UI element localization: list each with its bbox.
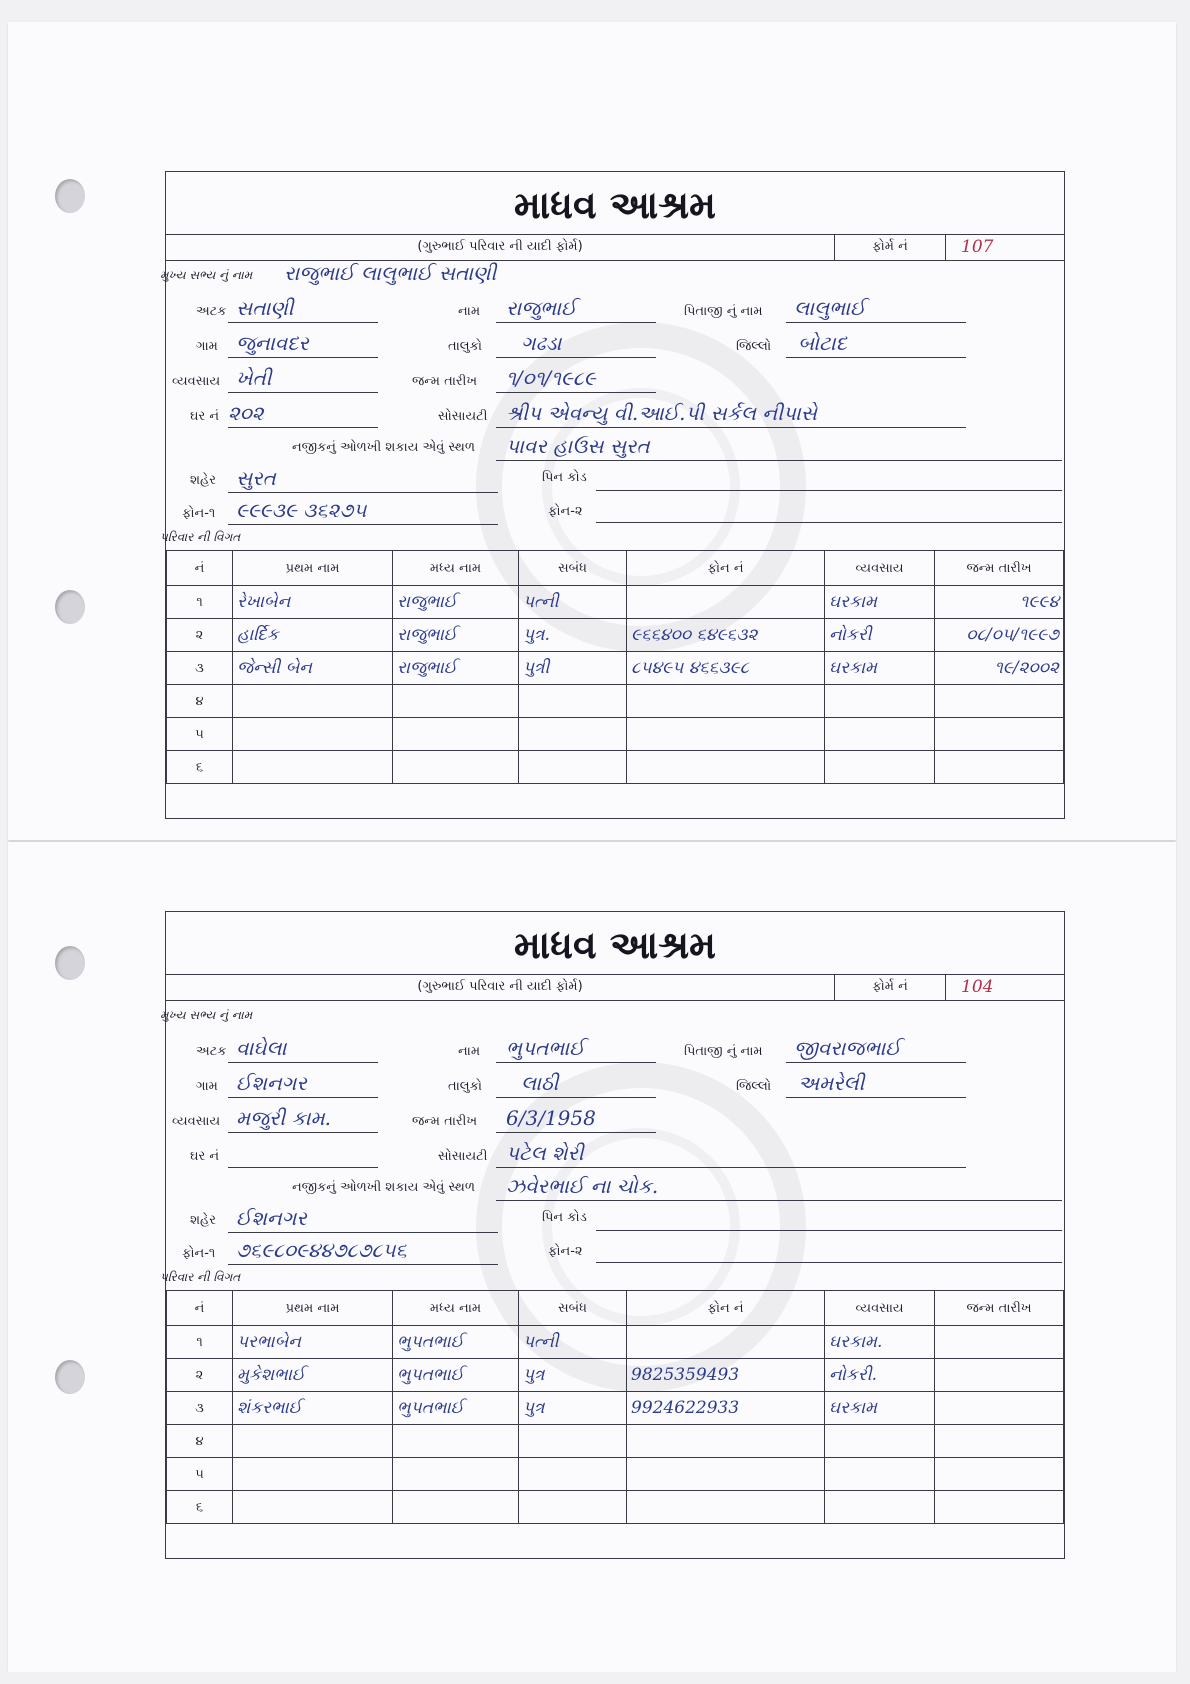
occupation-value[interactable]: ખેતી: [236, 366, 272, 390]
dob-cell[interactable]: [935, 1392, 1064, 1425]
dob-cell[interactable]: [935, 1491, 1064, 1524]
row-no: ૪: [167, 685, 233, 718]
family-table: [166, 550, 1064, 784]
paper-sheet-bottom: [8, 842, 1176, 1672]
society-label: સોસાયટી: [438, 409, 488, 424]
row-no: ૩: [167, 652, 233, 685]
middle-name-cell[interactable]: [393, 751, 519, 784]
row-no: ૫: [167, 1458, 233, 1491]
occupation-cell[interactable]: નોકરી: [825, 619, 935, 652]
taluka-label: તાલુકો: [448, 1079, 483, 1094]
middle-name-cell[interactable]: રાજુભાઈ: [393, 652, 519, 685]
head-label: મુખ્ય સભ્ય નું નામ: [160, 1008, 253, 1022]
house-value[interactable]: ૨૦૨: [228, 401, 264, 425]
occupation-cell[interactable]: ઘરકામ: [825, 586, 935, 619]
relation-cell[interactable]: [519, 751, 627, 784]
house-label: ઘર નં: [190, 409, 220, 424]
family-table: [166, 1290, 1064, 1524]
phone1-value[interactable]: ૯૯૯૩૯ ૩૬૨૭૫: [236, 498, 367, 522]
table-row: [167, 1326, 1064, 1359]
dob-label: જન્મ તારીખ: [412, 374, 478, 389]
first-name-cell[interactable]: [233, 685, 393, 718]
relation-cell[interactable]: પત્ની: [519, 586, 627, 619]
phone1-value[interactable]: ૭૬૯૮૦૯૪૪૭૮૭૮૫૬: [236, 1238, 407, 1262]
col-first-name: પ્રથમ નામ: [233, 551, 393, 586]
phone-cell[interactable]: 9825359493: [627, 1359, 825, 1392]
phone-cell[interactable]: ૯૬૬૪૦૦ ૬૪૯૬૩૨: [627, 619, 825, 652]
occupation-cell[interactable]: [825, 751, 935, 784]
occupation-value[interactable]: મજુરી કામ.: [236, 1106, 331, 1130]
phone2-label: ફોન-૨: [548, 504, 583, 519]
form-no[interactable]: 107: [961, 237, 994, 257]
table-row: [167, 652, 1064, 685]
phone-cell[interactable]: [627, 685, 825, 718]
head-name[interactable]: રાજુભાઈ લાલુભાઈ સતાણી: [284, 261, 497, 285]
relation-cell[interactable]: પુત્ર.: [519, 619, 627, 652]
form-title: માધવ આશ્રમ: [166, 916, 1064, 975]
col-phone: ફોન નં: [627, 1291, 825, 1326]
relation-cell[interactable]: [519, 1425, 627, 1458]
surname-label: અટક: [196, 1044, 227, 1059]
row-no: ૬: [167, 751, 233, 784]
form-title: માધવ આશ્રમ: [166, 176, 1064, 235]
dob-cell[interactable]: ૦૮/૦૫/૧૯૯૭: [935, 619, 1064, 652]
dob-cell[interactable]: [935, 1326, 1064, 1359]
house-label: ઘર નં: [190, 1149, 220, 1164]
col-occupation: વ્યવસાય: [825, 1291, 935, 1326]
form-subtitle-row: [166, 974, 1064, 1001]
col-relation: સબંધ: [519, 551, 627, 586]
col-middle-name: મધ્ય નામ: [393, 1291, 519, 1326]
occupation-cell[interactable]: ઘરકામ: [825, 652, 935, 685]
dob-label: જન્મ તારીખ: [412, 1114, 478, 1129]
form-subtitle: (ગુરુભાઈ પરિવાર ની યાદી ફોર્મ): [417, 239, 583, 254]
village-label: ગામ: [196, 339, 218, 354]
row-no: ૪: [167, 1425, 233, 1458]
middle-name-cell[interactable]: ભુપતભાઈ: [393, 1392, 519, 1425]
middle-name-cell[interactable]: [393, 685, 519, 718]
city-label: શહેર: [190, 473, 216, 488]
district-label: જિલ્લો: [736, 339, 772, 354]
table-row: [167, 586, 1064, 619]
family-label: પરિવાર ની વિગત: [160, 1270, 241, 1284]
dob-cell[interactable]: ૧૯૯૪: [935, 586, 1064, 619]
first-name-cell[interactable]: [233, 1458, 393, 1491]
phone-cell[interactable]: [627, 751, 825, 784]
head-label: મુખ્ય સભ્ય નું નામ: [160, 268, 253, 282]
occupation-cell[interactable]: ઘરકામ.: [825, 1326, 935, 1359]
punch-hole: [55, 179, 85, 213]
occupation-label: વ્યવસાય: [172, 1114, 221, 1129]
row-no: ૫: [167, 718, 233, 751]
society-label: સોસાયટી: [438, 1149, 488, 1164]
city-value[interactable]: ઈશનગર: [236, 1206, 307, 1230]
landmark-value[interactable]: ઝવેરભાઈ ના ચોક.: [506, 1174, 659, 1198]
dob-cell[interactable]: [935, 1359, 1064, 1392]
surname-value[interactable]: સતાણી: [236, 296, 294, 320]
father-value[interactable]: જીવરાજભાઈ: [794, 1036, 901, 1060]
paper-sheet-top: [8, 22, 1176, 840]
middle-name-cell[interactable]: [393, 1425, 519, 1458]
row-no: ૩: [167, 1392, 233, 1425]
row-no: ૨: [167, 619, 233, 652]
dob-value[interactable]: 6/3/1958: [506, 1106, 596, 1130]
table-row: [167, 751, 1064, 784]
society-value[interactable]: શ્રીપ એવન્યુ વી.આઈ.પી સર્કલ નીપાસે: [506, 401, 818, 425]
table-row: [167, 1359, 1064, 1392]
phone-cell[interactable]: [627, 1491, 825, 1524]
middle-name-cell[interactable]: [393, 1491, 519, 1524]
pin-label: પિન કોડ: [542, 470, 587, 485]
taluka-label: તાલુકો: [448, 339, 483, 354]
col-first-name: પ્રથમ નામ: [233, 1291, 393, 1326]
occupation-cell[interactable]: [825, 1458, 935, 1491]
row-no: ૨: [167, 1359, 233, 1392]
name-value[interactable]: રાજુભાઈ: [506, 296, 577, 320]
table-header-row: [167, 551, 1064, 586]
occupation-label: વ્યવસાય: [172, 374, 221, 389]
phone2-label: ફોન-૨: [548, 1244, 583, 1259]
occupation-cell[interactable]: [825, 718, 935, 751]
phone-cell[interactable]: ૮૫૪૯૫ ૪૬૬૩૯૮: [627, 652, 825, 685]
phone1-label: ફોન-૧: [182, 1246, 216, 1261]
family-label: પરિવાર ની વિગત: [160, 530, 241, 544]
table-header-row: [167, 1291, 1064, 1326]
form-no[interactable]: 104: [961, 977, 994, 997]
form-subtitle: (ગુરુભાઈ પરિવાર ની યાદી ફોર્મ): [417, 979, 583, 994]
relation-cell[interactable]: પુત્ર: [519, 1392, 627, 1425]
relation-cell[interactable]: [519, 1491, 627, 1524]
district-value[interactable]: બોટાદ: [798, 331, 847, 355]
table-row: [167, 718, 1064, 751]
city-value[interactable]: સુરત: [236, 466, 276, 490]
city-label: શહેર: [190, 1213, 216, 1228]
middle-name-cell[interactable]: ભુપતભાઈ: [393, 1326, 519, 1359]
surname-value[interactable]: વાઘેલા: [236, 1036, 287, 1060]
table-row: [167, 619, 1064, 652]
form-no-label: ફોર્મ નં: [834, 974, 946, 1000]
middle-name-cell[interactable]: [393, 1458, 519, 1491]
dob-cell[interactable]: [935, 751, 1064, 784]
row-no: ૧: [167, 586, 233, 619]
phone1-label: ફોન-૧: [182, 506, 216, 521]
table-row: [167, 1458, 1064, 1491]
society-value[interactable]: પટેલ શેરી: [506, 1141, 584, 1165]
father-label: પિતાજી નું નામ: [684, 304, 763, 319]
dob-cell[interactable]: [935, 685, 1064, 718]
middle-name-cell[interactable]: ભુપતભાઈ: [393, 1359, 519, 1392]
dob-cell[interactable]: ૧૯/૨૦૦૨: [935, 652, 1064, 685]
first-name-cell[interactable]: શંકરભાઈ: [233, 1392, 393, 1425]
village-value[interactable]: ઈશનગર: [236, 1071, 307, 1095]
occupation-cell[interactable]: [825, 685, 935, 718]
middle-name-cell[interactable]: રાજુભાઈ: [393, 586, 519, 619]
first-name-cell[interactable]: જેન્સી બેન: [233, 652, 393, 685]
name-label: નામ: [458, 1044, 481, 1059]
col-dob: જન્મ તારીખ: [935, 1291, 1064, 1326]
first-name-cell[interactable]: [233, 1425, 393, 1458]
table-row: [167, 685, 1064, 718]
relation-cell[interactable]: [519, 718, 627, 751]
occupation-cell[interactable]: [825, 1491, 935, 1524]
relation-cell[interactable]: પુત્રી: [519, 652, 627, 685]
name-label: નામ: [458, 304, 481, 319]
dob-value[interactable]: ૧/૦૧/૧૯૮૯: [506, 366, 596, 390]
table-row: [167, 1491, 1064, 1524]
village-label: ગામ: [196, 1079, 218, 1094]
col-occupation: વ્યવસાય: [825, 551, 935, 586]
first-name-cell[interactable]: હાર્દિક: [233, 619, 393, 652]
occupation-cell[interactable]: [825, 1425, 935, 1458]
name-value[interactable]: ભુપતભાઈ: [506, 1036, 585, 1060]
first-name-cell[interactable]: પરભાબેન: [233, 1326, 393, 1359]
dob-cell[interactable]: [935, 718, 1064, 751]
first-name-cell[interactable]: [233, 718, 393, 751]
col-relation: સબંધ: [519, 1291, 627, 1326]
first-name-cell[interactable]: [233, 1491, 393, 1524]
taluka-value[interactable]: ગઢડા: [521, 331, 562, 355]
father-label: પિતાજી નું નામ: [684, 1044, 763, 1059]
landmark-label: નજીકનું ઓળખી શકાય એવું સ્થળ: [292, 440, 475, 455]
landmark-label: નજીકનું ઓળખી શકાય એવું સ્થળ: [292, 1180, 475, 1195]
punch-hole: [55, 946, 85, 980]
form-no-label: ફોર્મ નં: [834, 234, 946, 260]
col-middle-name: મધ્ય નામ: [393, 551, 519, 586]
dob-cell[interactable]: [935, 1425, 1064, 1458]
district-label: જિલ્લો: [736, 1079, 772, 1094]
relation-cell[interactable]: પુત્ર: [519, 1359, 627, 1392]
village-value[interactable]: જુનાવદર: [236, 331, 309, 355]
district-value[interactable]: અમરેલી: [798, 1071, 865, 1095]
first-name-cell[interactable]: [233, 751, 393, 784]
pin-label: પિન કોડ: [542, 1210, 587, 1225]
punch-hole: [55, 590, 85, 624]
surname-label: અટક: [196, 304, 227, 319]
phone-cell[interactable]: 9924622933: [627, 1392, 825, 1425]
punch-hole: [55, 1360, 85, 1394]
relation-cell[interactable]: [519, 1458, 627, 1491]
registration-form: [160, 171, 1065, 819]
form-subtitle-row: [166, 234, 1064, 261]
phone-cell[interactable]: [627, 1425, 825, 1458]
col-phone: ફોન નં: [627, 551, 825, 586]
row-no: ૬: [167, 1491, 233, 1524]
phone-cell[interactable]: [627, 1458, 825, 1491]
occupation-cell[interactable]: ઘરકામ: [825, 1392, 935, 1425]
father-value[interactable]: લાલુભાઈ: [794, 296, 866, 320]
col-dob: જન્મ તારીખ: [935, 551, 1064, 586]
occupation-cell[interactable]: નોકરી.: [825, 1359, 935, 1392]
phone-cell[interactable]: [627, 586, 825, 619]
middle-name-cell[interactable]: રાજુભાઈ: [393, 619, 519, 652]
relation-cell[interactable]: પત્ની: [519, 1326, 627, 1359]
col-no: નં: [167, 551, 233, 586]
landmark-value[interactable]: પાવર હાઉસ સુરત: [506, 434, 650, 458]
first-name-cell[interactable]: રેખાબેન: [233, 586, 393, 619]
dob-cell[interactable]: [935, 1458, 1064, 1491]
taluka-value[interactable]: લાઠી: [521, 1071, 559, 1095]
phone-cell[interactable]: [627, 1326, 825, 1359]
relation-cell[interactable]: [519, 685, 627, 718]
row-no: ૧: [167, 1326, 233, 1359]
first-name-cell[interactable]: મુકેશભાઈ: [233, 1359, 393, 1392]
table-row: [167, 1392, 1064, 1425]
middle-name-cell[interactable]: [393, 718, 519, 751]
registration-form: [160, 911, 1065, 1559]
phone-cell[interactable]: [627, 718, 825, 751]
col-no: નં: [167, 1291, 233, 1326]
table-row: [167, 1425, 1064, 1458]
